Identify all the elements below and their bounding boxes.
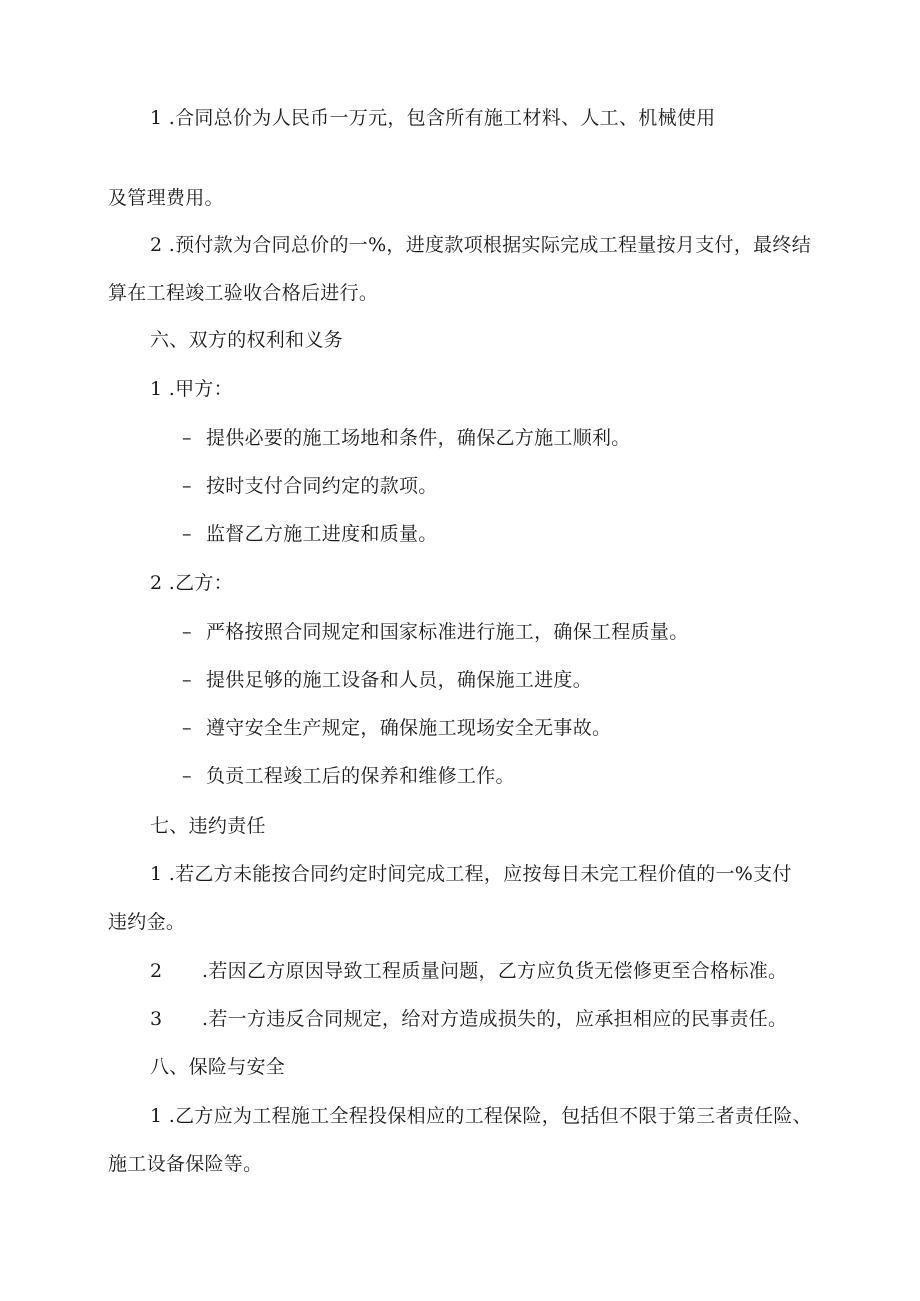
party-b-label: .乙方： <box>168 572 233 594</box>
party-a-duty-3 <box>182 522 438 546</box>
insurance-item-1-line-1 <box>150 1104 812 1128</box>
payment-item-1-text: .合同总价为人民币一万元，包含所有施工材料、人工、机械使用 <box>168 107 716 129</box>
party-b-duty-3 <box>182 716 611 740</box>
insurance-item-1-line-2 <box>108 1152 262 1176</box>
payment-item-2-continuation: 算在工程竣工验收合格后进行。 <box>108 282 379 304</box>
breach-item-1-line-1 <box>150 862 792 886</box>
dash-bullet: – <box>182 475 192 497</box>
payment-item-2-text: .预付款为合同总价的一%，进度款项根据实际完成工程量按月支付，最终结 <box>168 234 812 256</box>
payment-item-2-line-2 <box>108 281 378 305</box>
dash-bullet: – <box>182 669 192 691</box>
party-b-duty-2 <box>182 668 592 692</box>
item-number: 2 <box>150 572 163 594</box>
party-b-duty-1-text: 严格按照合同规定和国家标准进行施工，确保工程质量。 <box>206 621 689 643</box>
item-number: 1 <box>150 378 163 400</box>
dash-bullet: – <box>182 523 192 545</box>
breach-item-1-continuation: 违约金。 <box>108 911 186 933</box>
breach-item-2 <box>150 959 787 983</box>
party-a-label: .甲方： <box>168 378 233 400</box>
party-a-duty-2-text: 按时支付合同约定的款项。 <box>206 475 438 497</box>
section-6-heading: 六、双方的权利和义务 <box>150 329 344 351</box>
item-number: 1 <box>150 107 163 129</box>
party-b-duty-3-text: 遵守安全生产规定，确保施工现场安全无事故。 <box>206 717 612 739</box>
party-a-duty-1-text: 提供必要的施工场地和条件，确保乙方施工顺利。 <box>206 427 631 449</box>
breach-item-1-line-2 <box>108 910 185 934</box>
insurance-item-1-continuation: 施工设备保险等。 <box>108 1153 263 1175</box>
dash-bullet: – <box>182 765 192 787</box>
party-b-duty-1 <box>182 620 689 644</box>
breach-item-1-text: .若乙方未能按合同约定时间完成工程，应按每日未完工程价值的一%支付 <box>168 863 792 885</box>
breach-item-3 <box>150 1007 787 1031</box>
payment-item-1-line-1 <box>150 106 715 130</box>
party-a-duty-3-text: 监督乙方施工进度和质量。 <box>206 523 438 545</box>
breach-item-2-text: .若因乙方原因导致工程质量问题，乙方应负货无偿修更至合格标准。 <box>202 960 788 982</box>
party-a-label-line <box>150 377 233 401</box>
party-b-label-line <box>150 571 233 595</box>
payment-item-1-line-2 <box>108 186 224 210</box>
item-number: 2 <box>150 960 163 982</box>
item-number: 3 <box>150 1008 163 1030</box>
payment-item-2-line-1 <box>150 233 811 257</box>
party-b-duty-4 <box>182 764 515 788</box>
party-b-duty-2-text: 提供足够的施工设备和人员，确保施工进度。 <box>206 669 593 691</box>
dash-bullet: – <box>182 717 192 739</box>
dash-bullet: – <box>182 621 192 643</box>
party-a-duty-1 <box>182 426 631 450</box>
item-number: 2 <box>150 234 163 256</box>
payment-item-1-continuation: 及管理费用。 <box>108 187 224 209</box>
party-a-duty-2 <box>182 474 438 498</box>
dash-bullet: – <box>182 427 192 449</box>
section-7-heading: 七、违约责任 <box>150 815 266 837</box>
item-number: 1 <box>150 863 163 885</box>
section-8-heading: 八、保险与安全 <box>150 1056 286 1078</box>
party-b-duty-4-text: 负贡工程竣工后的保养和维修工作。 <box>206 765 515 787</box>
insurance-item-1-text: .乙方应为工程施工全程投保相应的工程保险，包括但不限于第三者责任险、 <box>168 1105 812 1127</box>
item-number: 1 <box>150 1105 163 1127</box>
breach-item-3-text: .若一方违反合同规定，给对方造成损失的，应承担相应的民事责任。 <box>202 1008 788 1030</box>
